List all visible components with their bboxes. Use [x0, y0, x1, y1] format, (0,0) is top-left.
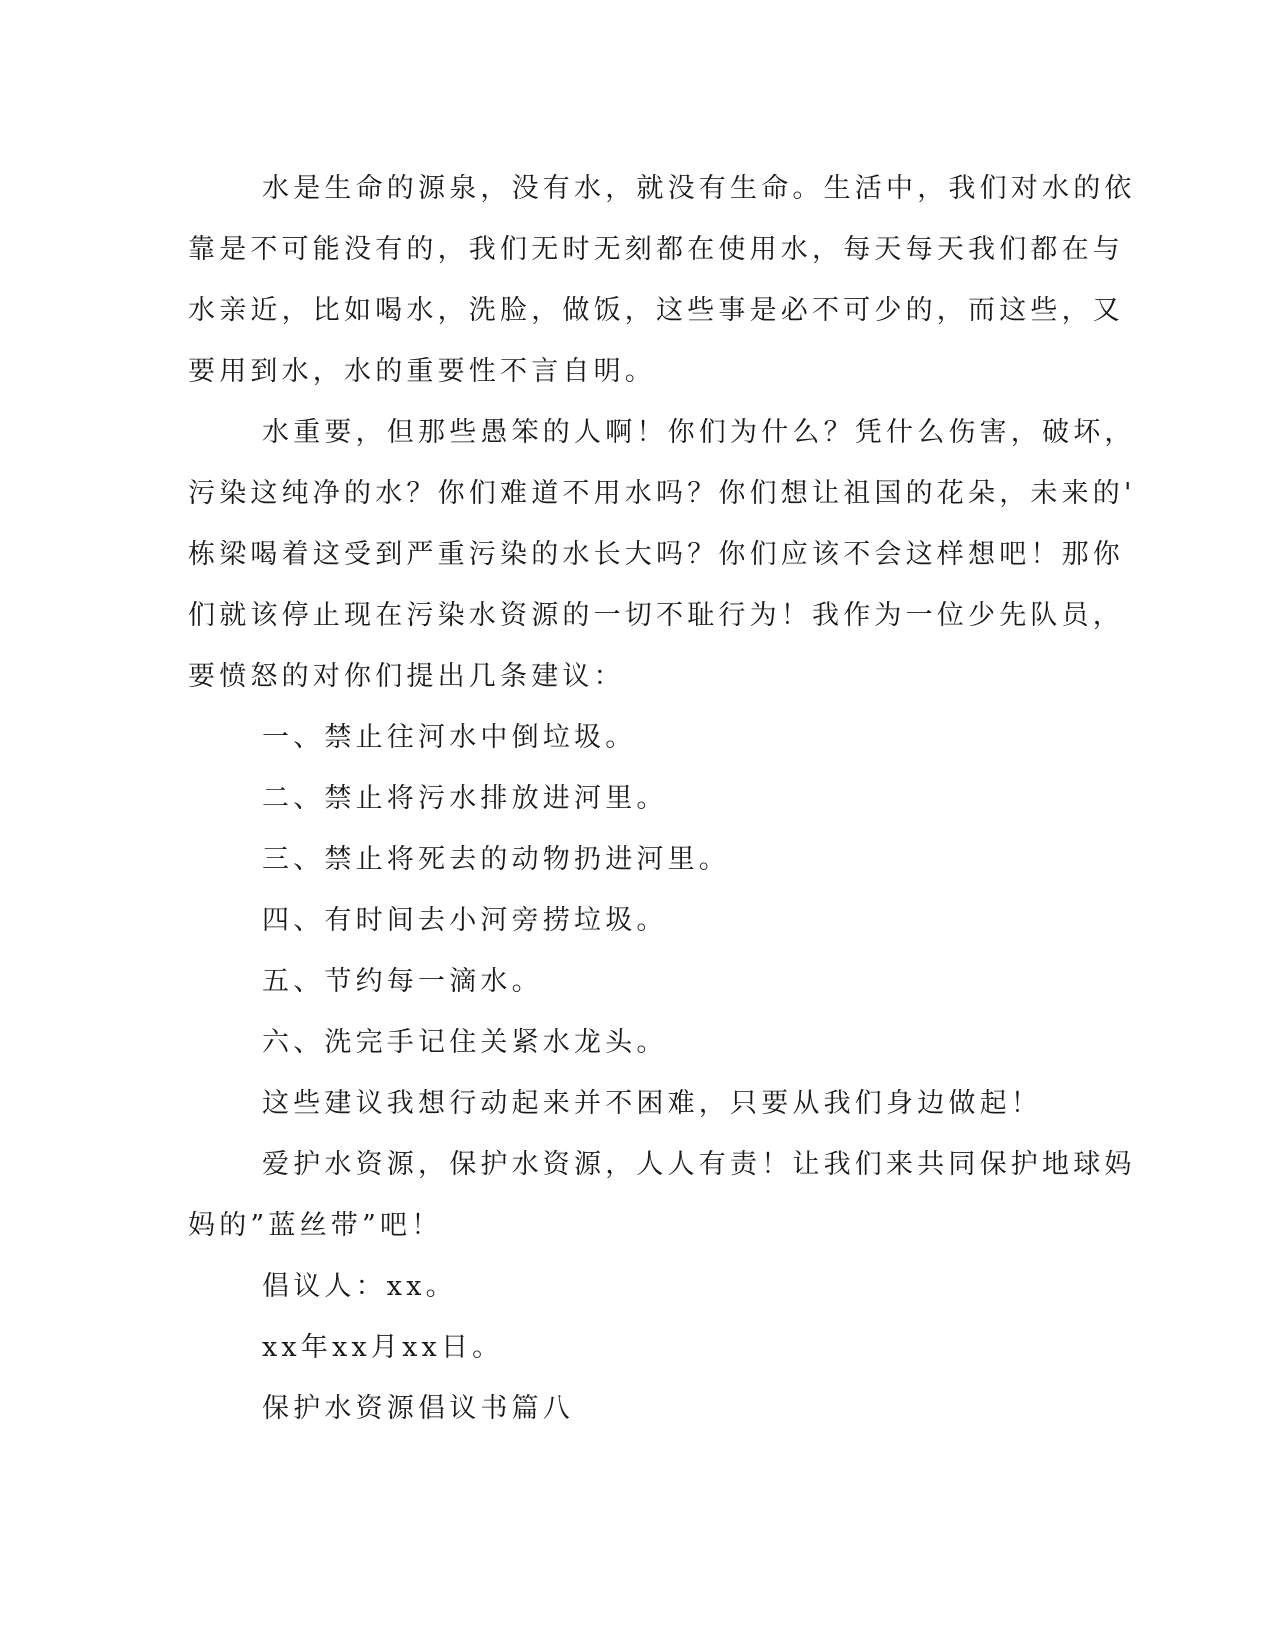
text-line: 靠是不可能没有的，我们无时无刻都在使用水，每天每天我们都在与	[188, 234, 1124, 265]
text-line: 水是生命的源泉，没有水，就没有生命。生活中，我们对水的依	[262, 173, 1136, 204]
date: xx年xx月xx日。	[262, 1332, 504, 1363]
suggestion-item: 五、节约每一滴水。	[262, 966, 543, 997]
text-line: 水亲近，比如喝水，洗脸，做饭，这些事是必不可少的，而这些，又	[188, 295, 1124, 326]
paragraph-call-to-action	[188, 1134, 1136, 1256]
paragraph-appeal	[188, 402, 1136, 707]
text-line: 们就该停止现在污染水资源的一切不耻行为！我作为一位少先队员，	[188, 600, 1124, 631]
paragraph-intro	[188, 158, 1136, 402]
signer: 倡议人：xx。	[262, 1271, 457, 1302]
text-line: 妈的”蓝丝带”吧！	[188, 1210, 443, 1241]
suggestion-item: 三、禁止将死去的动物扔进河里。	[262, 844, 730, 875]
text-line: 污染这纯净的水？你们难道不用水吗？你们想让祖国的花朵，未来的'	[188, 478, 1136, 509]
paragraph-closing: 这些建议我想行动起来并不困难，只要从我们身边做起！	[262, 1088, 1042, 1119]
text-line: 水重要，但那些愚笨的人啊！你们为什么？凭什么伤害，破坏，	[262, 417, 1136, 448]
text-line: 要愤怒的对你们提出几条建议：	[188, 661, 625, 692]
suggestion-list	[188, 707, 1078, 1073]
next-section-title: 保护水资源倡议书篇八	[262, 1393, 574, 1424]
suggestion-item: 四、有时间去小河旁捞垃圾。	[262, 905, 668, 936]
text-line: 要用到水，水的重要性不言自明。	[188, 356, 656, 387]
suggestion-item: 二、禁止将污水排放进河里。	[262, 783, 668, 814]
document-page	[188, 158, 1136, 1439]
suggestion-item: 六、洗完手记住关紧水龙头。	[262, 1027, 668, 1058]
suggestion-item: 一、禁止往河水中倒垃圾。	[262, 722, 637, 753]
text-line: 栋梁喝着这受到严重污染的水长大吗？你们应该不会这样想吧！那你	[188, 539, 1124, 570]
text-line: 爱护水资源，保护水资源，人人有责！让我们来共同保护地球妈	[262, 1149, 1136, 1180]
